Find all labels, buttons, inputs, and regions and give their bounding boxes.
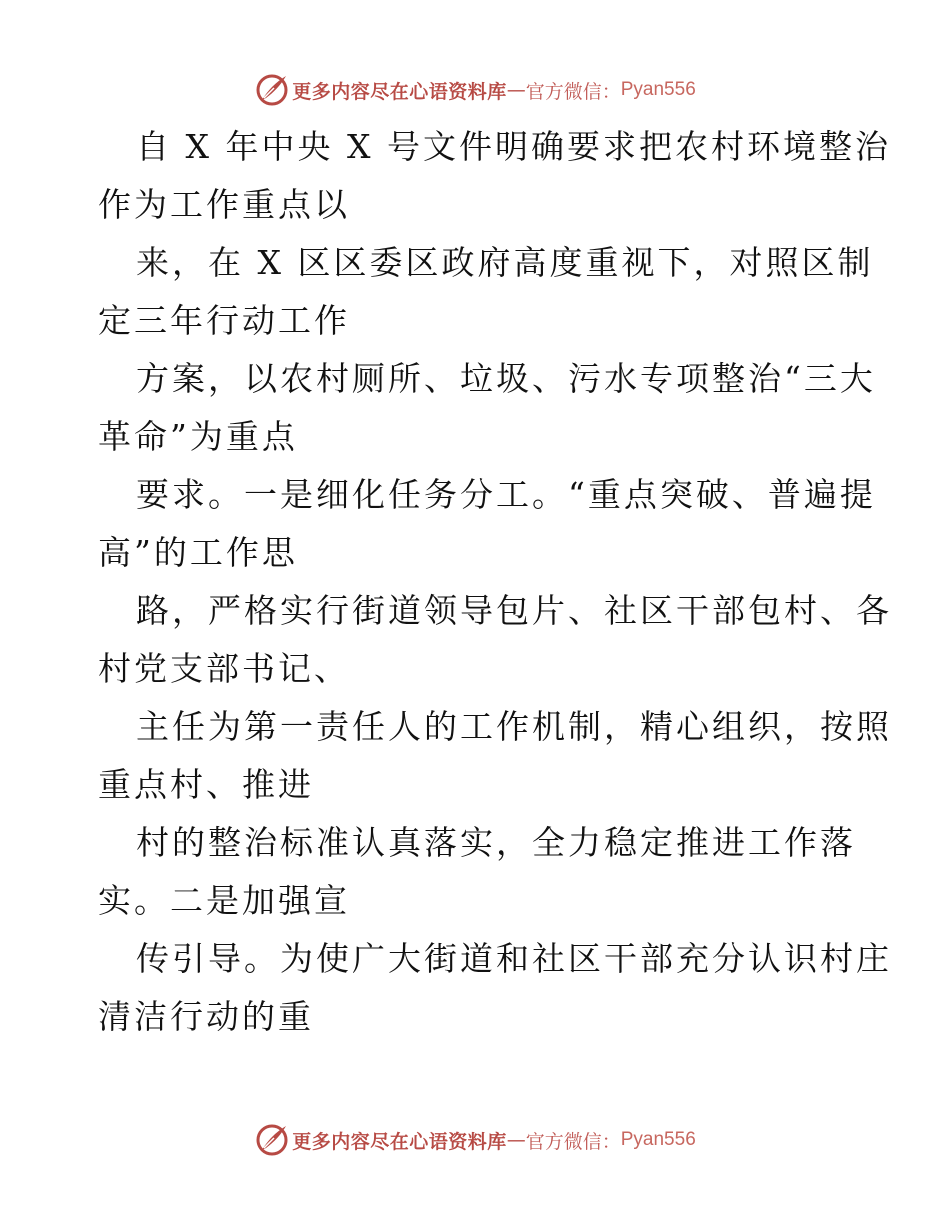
text-line: 实。二是加强宣 [98,881,350,920]
text-line: 高”的工作思 [98,533,298,572]
watermark-wechat-label: 官方微信： [525,80,621,103]
text-line: 来，在 X 区区委区政府高度重视下，对照区制 [136,243,874,282]
footer-watermark [0,1120,950,1160]
text-line: 作为工作重点以 [98,185,350,224]
text-line: 村党支部书记、 [98,649,350,688]
watermark-wechat-label: 官方微信： [525,1130,621,1153]
watermark-site-text: 更多内容尽在心语资料库 [292,1130,507,1153]
feather-quill-logo-icon [254,1122,290,1158]
text-line: 方案，以农村厕所、垃圾、污水专项整治“三大 [136,359,876,398]
text-line: 革命”为重点 [98,417,298,456]
watermark-wechat-id: Pyan556 [620,79,696,100]
text-line: 主任为第一责任人的工作机制，精心组织，按照 [136,707,892,746]
text-line: 村的整治标准认真落实，全力稳定推进工作落 [136,823,856,862]
document-body [98,118,892,1046]
watermark-wechat-id: Pyan556 [620,1129,696,1150]
feather-quill-logo-icon [254,72,290,108]
text-line: 路，严格实行街道领导包片、社区干部包村、各 [136,591,892,630]
text-line: 清洁行动的重 [98,997,314,1036]
text-line: 自 X 年中央 X 号文件明确要求把农村环境整治 [136,127,891,166]
text-line: 重点村、推进 [98,765,314,804]
header-watermark [0,70,950,110]
watermark-site-text: 更多内容尽在心语资料库 [292,80,507,103]
text-line: 要求。一是细化任务分工。“重点突破、普遍提 [136,475,876,514]
text-line: 传引导。为使广大街道和社区干部充分认识村庄 [136,939,892,978]
watermark-dash: — [506,79,526,101]
watermark-dash: — [506,1129,526,1151]
text-line: 定三年行动工作 [98,301,350,340]
